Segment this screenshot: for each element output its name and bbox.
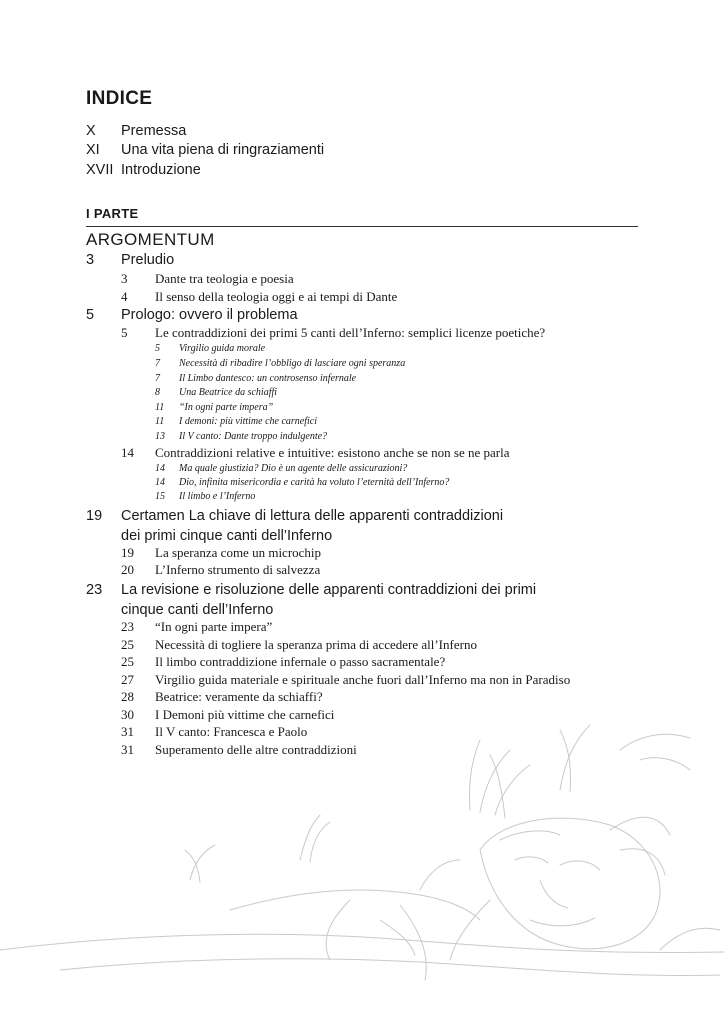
page-number: 14 [121,445,134,460]
subsection-label: Le contraddizioni dei primi 5 canti dell’Inferno: semplici licenze poetiche? [155,325,546,340]
page-number: 25 [121,637,134,652]
page-number: 19 [121,545,134,560]
entry-label: Una vita piena di ringraziamenti [121,142,325,159]
subsubsection-entry [155,357,405,370]
subsection-label: L’Inferno strumento di salvezza [155,562,321,577]
chapter-entry [86,506,511,546]
front-matter-item [86,141,324,161]
subsection-label: Superamento delle altre contraddizioni [155,742,357,757]
subsubsection-label: Necessità di ribadire l’obbligo di lasciare ogni speranza [179,358,406,369]
subsubsection-label: Il limbo e l’Inferno [179,491,256,502]
page-number: 5 [121,325,128,340]
page-number: 23 [86,582,103,598]
chapter-entry [86,250,551,270]
subsubsection-entry [155,401,273,414]
chapter-entry [86,305,551,325]
page-number: 20 [121,562,134,577]
section-title: ARGOMENTUM [86,230,215,249]
page-number: 5 [155,343,160,354]
subsection-entry [121,445,510,461]
page-number: 25 [121,654,134,669]
decorative-sketch-illustration [0,560,724,1024]
subsection-label: Il V canto: Francesca e Paolo [155,724,308,739]
page-number: 28 [121,689,134,704]
page-number: 4 [121,289,128,304]
page-number: XVII [86,161,114,178]
subsection-label: Beatrice: veramente da schiaffi? [155,689,323,704]
subsubsection-entry [155,430,327,443]
subsubsection-label: “In ogni parte impera” [179,402,274,413]
subsection-label: Il limbo contraddizione infernale o passo sacramentale? [155,654,446,669]
entry-label: Premessa [121,122,187,139]
subsection-label: Virgilio guida materiale e spirituale anche fuori dall’Inferno ma non in Paradiso [155,672,571,687]
entry-label: Introduzione [121,161,201,178]
subsubsection-entry [155,372,356,385]
page-number: 30 [121,707,134,722]
subsection-entry [121,271,294,287]
part-label: I PARTE [86,206,139,221]
subsection-label: Necessità di togliere la speranza prima di accedere all’Inferno [155,637,477,652]
page-number: 13 [155,431,165,442]
page-number: 5 [86,307,95,323]
subsubsection-entry [155,415,317,428]
subsubsection-label: Virgilio guida morale [179,343,266,354]
subsubsection-entry [155,462,407,475]
page-number: 15 [155,491,165,502]
subsection-label: La speranza come un microchip [155,545,322,560]
page-number: 19 [86,508,103,524]
subsubsection-entry [155,342,265,355]
chapter-label: Preludio [121,252,175,268]
subsection-label: I Demoni più vittime che carnefici [155,707,335,722]
front-matter-list [86,121,324,180]
subsubsection-label: Una Beatrice da schiaffi [179,387,278,398]
subsubsection-label: Dio, infinita misericordia e carità ha voluto l’eternità dell’Inferno? [179,477,450,488]
subsection-label: Il senso della teologia oggi e ai tempi di Dante [155,289,398,304]
page-number: 7 [155,373,160,384]
subsection-label: “In ogni parte impera” [155,619,273,634]
subsubsection-label: Il Limbo dantesco: un controsenso infernale [179,373,357,384]
subsubsection-entry [155,490,255,503]
subsection-entry [121,325,545,341]
front-matter-item [86,160,324,180]
page-number: 14 [155,463,165,474]
page-number: 7 [155,358,160,369]
page-number: 8 [155,387,160,398]
page-title: INDICE [86,88,153,109]
page-number: 11 [155,416,165,427]
chapter-label: Certamen La chiave di lettura delle apparenti contraddizioni dei primi cinque canti dell’Inferno [121,508,504,544]
subsection-label: Contraddizioni relative e intuitive: esistono anche se non se ne parla [155,445,510,460]
subsubsection-label: Il V canto: Dante troppo indulgente? [179,431,328,442]
page-number: 3 [121,271,128,286]
part-divider [86,226,638,227]
chapter-label: Prologo: ovvero il problema [121,307,298,323]
chapter-label: La revisione e risoluzione delle apparenti contraddizioni dei primi cinque canti dell’Inferno [121,582,537,618]
page-number: X [86,122,96,139]
page-number: 3 [86,252,95,268]
page-number: 31 [121,742,134,757]
subsubsection-entry [155,476,449,489]
subsubsection-label: Ma quale giustizia? Dio è un agente delle assicurazioni? [179,463,408,474]
subsubsection-entry [155,386,277,399]
page-number: 14 [155,477,165,488]
page-number: 23 [121,619,134,634]
subsubsection-label: I demoni: più vittime che carnefici [179,416,318,427]
page-number: 31 [121,724,134,739]
subsection-entry [121,545,321,561]
subsection-entry [121,289,397,305]
front-matter-item [86,121,324,141]
page-number: 27 [121,672,134,687]
page-number: 11 [155,402,165,413]
page-number: XI [86,142,100,159]
subsection-label: Dante tra teologia e poesia [155,271,294,286]
